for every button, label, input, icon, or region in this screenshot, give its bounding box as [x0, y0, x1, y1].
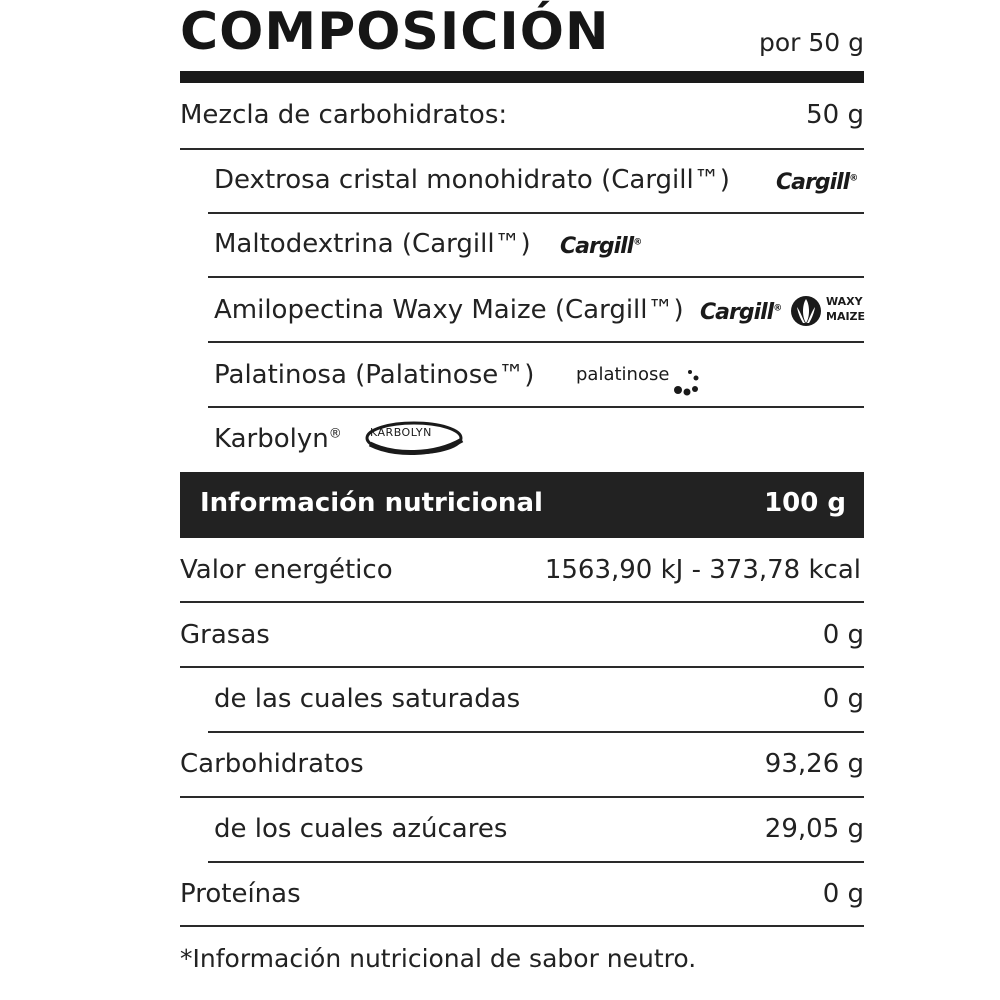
composition-title: COMPOSICIÓN [180, 2, 610, 62]
karbolyn-logo: KARBOLYN [364, 416, 468, 458]
nutrition-row-label: Valor energético [180, 555, 393, 585]
nutrition-row-value: 0 g [822, 684, 864, 714]
nutrition-header-label: Información nutricional [200, 488, 543, 518]
nutrition-row-label: de los cuales azúcares [214, 814, 508, 844]
nutrition-row-value: 29,05 g [764, 814, 864, 844]
divider [180, 148, 864, 150]
divider [208, 276, 864, 278]
nutrition-row-value: 1563,90 kJ - 373,78 kcal [544, 555, 861, 585]
nutrition-header-value: 100 g [764, 488, 846, 518]
cargill-logo: Cargill® [560, 234, 642, 259]
cargill-logo: Cargill® [776, 170, 858, 195]
blend-value: 50 g [806, 100, 864, 130]
ingredient-maltodextrin: Maltodextrina (Cargill™) [214, 229, 531, 259]
corn-icon [790, 293, 822, 329]
blend-label: Mezcla de carbohidratos: [180, 100, 508, 130]
nutrition-row-label: Carbohidratos [180, 749, 364, 779]
cargill-logo: Cargill® [700, 300, 782, 325]
divider [180, 601, 864, 603]
nutrition-row-label: de las cuales saturadas [214, 684, 521, 714]
ingredient-karbolyn: Karbolyn® [214, 424, 342, 454]
ingredient-palatinose: Palatinosa (Palatinose™) [214, 360, 535, 390]
nutrition-row-value: 0 g [822, 620, 864, 650]
palatinose-logo: palatinose [576, 364, 670, 385]
ingredient-dextrose: Dextrosa cristal monohidrato (Cargill™) [214, 165, 730, 195]
nutrition-row-label: Proteínas [180, 879, 301, 909]
divider [180, 796, 864, 798]
divider [208, 341, 864, 343]
palatinose-dots-icon [668, 366, 702, 398]
divider [180, 666, 864, 668]
divider [208, 731, 864, 733]
divider [208, 406, 864, 408]
waxy-maize-logo: WAXY MAIZE [790, 292, 864, 330]
nutrition-row-value: 93,26 g [764, 749, 864, 779]
footnote: *Información nutricional de sabor neutro. [180, 944, 697, 973]
serving-size-label: por 50 g [758, 28, 864, 57]
title-divider [180, 71, 864, 83]
nutrition-row-value: 0 g [822, 879, 864, 909]
divider [208, 212, 864, 214]
ingredient-amylopectin: Amilopectina Waxy Maize (Cargill™) [214, 295, 684, 325]
nutrition-row-label: Grasas [180, 620, 270, 650]
divider [208, 861, 864, 863]
divider [180, 925, 864, 927]
